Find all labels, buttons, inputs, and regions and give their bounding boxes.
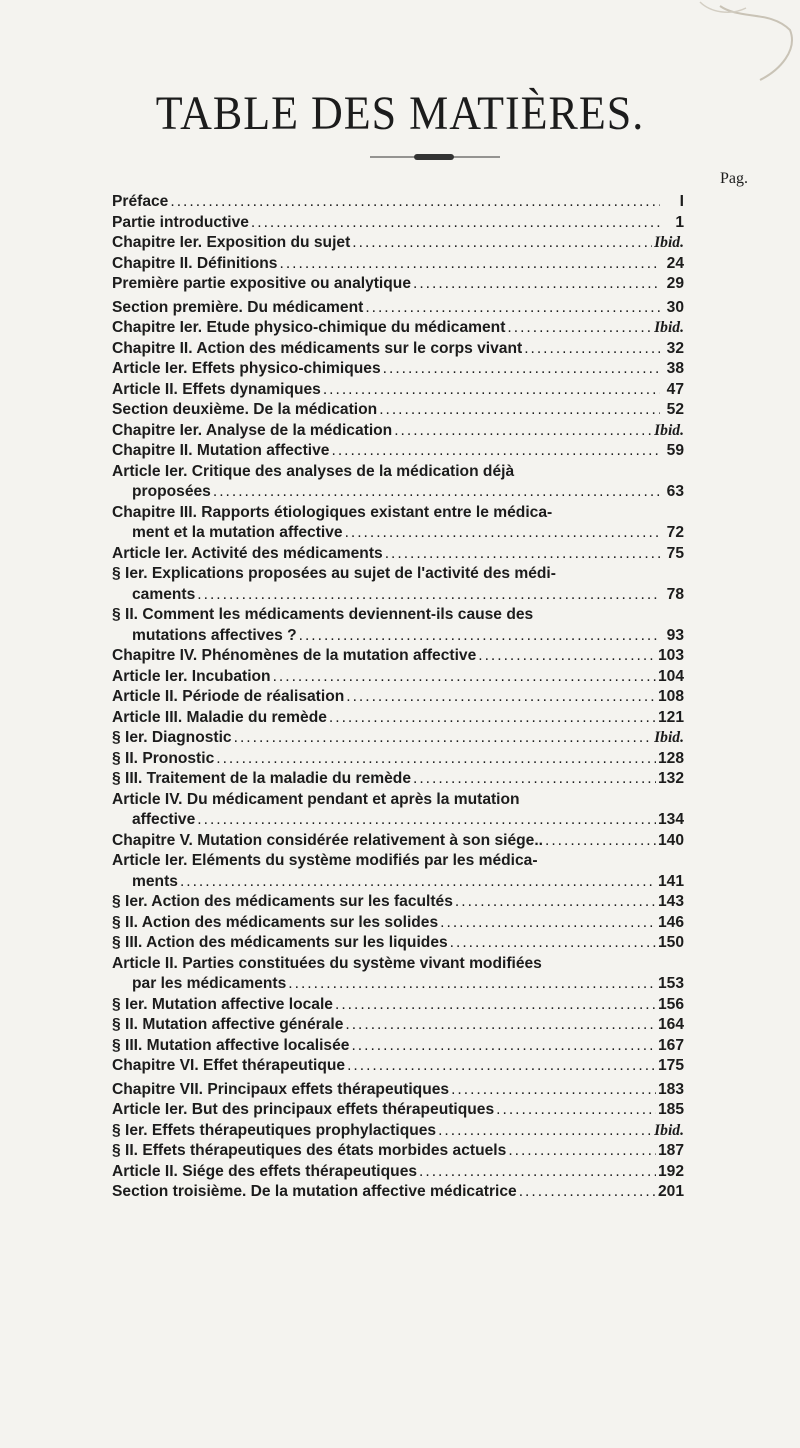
toc-page-number: Ibid. <box>654 234 684 251</box>
toc-entry-line <box>112 749 684 770</box>
toc-page-number: 63 <box>666 483 684 500</box>
toc-entry <box>112 790 684 831</box>
toc-page-number: I <box>679 193 684 210</box>
toc-entry-text: mutations affectives ? <box>132 626 297 644</box>
toc-entry-line <box>112 298 684 319</box>
dot-leader <box>507 318 652 339</box>
dot-leader <box>170 192 660 213</box>
dot-leader <box>213 482 660 503</box>
toc-page-number: 164 <box>657 1016 684 1033</box>
toc-entry-line <box>112 687 684 708</box>
toc-entry-text: § Ier. Explications proposées au sujet de l'activité des médi- <box>112 565 556 582</box>
dot-leader <box>508 1141 656 1162</box>
toc-page-number: 121 <box>657 708 684 726</box>
toc-entry <box>112 1121 684 1142</box>
dot-leader <box>346 687 656 708</box>
dot-leader <box>413 769 656 790</box>
toc-entry-text: § II. Comment les médicaments deviennent-ils cause des <box>112 606 534 623</box>
toc-entry-text: Article II. Parties constituées du système vivant modifiées <box>112 954 542 972</box>
dot-leader <box>331 441 660 462</box>
toc-entry-continuation <box>112 872 684 893</box>
toc-entry <box>112 892 684 913</box>
toc-entry-continuation <box>112 482 684 503</box>
toc-entry-text: Section troisième. De la mutation affective médicatrice <box>112 1183 517 1200</box>
dot-leader <box>413 274 660 295</box>
toc-entry-text: Chapitre II. Définitions <box>112 254 278 272</box>
toc-entry <box>112 687 684 708</box>
toc-entry-text: ments <box>132 872 178 890</box>
toc-page-number: 32 <box>666 339 684 357</box>
toc-entry-text: proposées <box>132 483 211 500</box>
dot-leader <box>351 1036 656 1057</box>
toc-entry-line <box>112 646 684 667</box>
toc-page-number: 141 <box>657 872 684 890</box>
toc-page-number: 192 <box>657 1162 684 1180</box>
toc-entry-line <box>112 667 684 688</box>
toc-page-number: 72 <box>666 524 684 541</box>
toc-entry-text: § II. Mutation affective générale <box>112 1016 344 1033</box>
toc-entry-text: § Ier. Diagnostic <box>112 729 232 746</box>
toc-entry-text: Section deuxième. De la médication <box>112 401 378 418</box>
toc-entry-text: Chapitre Ier. Etude physico-chimique du médicament <box>112 319 506 336</box>
toc-entry <box>112 1015 684 1036</box>
toc-entry-line <box>112 400 684 421</box>
toc-entry-text: Article Ier. But des principaux effets thérapeutiques <box>112 1101 495 1118</box>
toc-entry-text: Chapitre Ier. Analyse de la médication <box>112 421 393 439</box>
page-column-header: Pag. <box>720 170 748 187</box>
toc-page-number: 1 <box>675 213 684 231</box>
dot-leader <box>197 585 660 606</box>
toc-entry-text: § II. Effets thérapeutiques des états morbides actuels <box>112 1142 507 1159</box>
toc-entry <box>112 605 684 646</box>
toc-entry <box>112 831 684 852</box>
toc-page-number: 38 <box>666 360 684 377</box>
toc-entry-text: Chapitre III. Rapports étiologiques existant entre le médica- <box>112 503 553 521</box>
toc-entry-text: Partie introductive <box>112 213 249 231</box>
dot-leader <box>216 749 656 770</box>
dot-leader <box>273 667 656 688</box>
toc-entry-line <box>112 254 684 275</box>
dot-leader <box>347 1056 656 1077</box>
toc-entry-text: § III. Action des médicaments sur les liquides <box>112 934 448 951</box>
toc-entry-text: Article Ier. Incubation <box>112 667 271 685</box>
dot-leader <box>379 400 660 421</box>
dot-leader <box>383 359 660 380</box>
toc-entry <box>112 1056 684 1077</box>
toc-entry-text: Article Ier. Critique des analyses de la médication déjà <box>112 462 515 480</box>
toc-entry <box>112 544 684 565</box>
toc-page-number: Ibid. <box>654 1121 684 1139</box>
dot-leader <box>345 1015 656 1036</box>
toc-entry-text: Article Ier. Activité des médicaments <box>112 544 383 562</box>
toc-entry <box>112 728 684 749</box>
toc-page-number: 52 <box>666 401 684 418</box>
dot-leader <box>545 831 656 852</box>
dot-leader <box>197 810 656 831</box>
toc-page-number: 103 <box>657 647 684 664</box>
dot-leader <box>455 892 656 913</box>
toc-entry <box>112 769 684 790</box>
toc-entry-text: Article III. Maladie du remède <box>112 708 327 726</box>
toc-entry <box>112 503 684 544</box>
toc-entry-line <box>112 913 684 934</box>
toc-entry-line <box>112 1162 684 1183</box>
toc-entry-text: § III. Mutation affective localisée <box>112 1036 350 1054</box>
toc-entry <box>112 400 684 421</box>
dot-leader <box>329 708 656 729</box>
dot-leader <box>365 298 660 319</box>
toc-entry-text: Préface <box>112 193 169 210</box>
toc-entry <box>112 1100 684 1121</box>
dot-leader <box>335 995 656 1016</box>
toc-entry-text: ment et la mutation affective <box>132 524 343 541</box>
toc-entry-line <box>112 708 684 729</box>
toc-entry-line <box>112 933 684 954</box>
toc-entry-line <box>112 1056 684 1077</box>
toc-entry-text: Chapitre VI. Effet thérapeutique <box>112 1057 346 1074</box>
toc-entry <box>112 646 684 667</box>
toc-entry-text: Article IV. Du médicament pendant et après la mutation <box>112 790 520 808</box>
dot-leader <box>450 933 656 954</box>
toc-entry-line <box>112 192 684 213</box>
toc-entry-line <box>112 441 684 462</box>
toc-entry-text: § Ier. Mutation affective locale <box>112 995 333 1013</box>
toc-entry <box>112 359 684 380</box>
toc-page-number: 132 <box>657 770 684 787</box>
toc-page-number: 175 <box>657 1057 684 1074</box>
toc-entry-text: § II. Action des médicaments sur les solides <box>112 913 439 931</box>
toc-page-number: 24 <box>666 254 684 272</box>
toc-page-number: 47 <box>666 380 684 398</box>
toc-entry-text: par les médicaments <box>132 975 287 992</box>
toc-entry-text: Article Ier. Eléments du système modifiés par les médica- <box>112 852 538 869</box>
toc-page-number: 201 <box>657 1183 684 1200</box>
dot-leader <box>323 380 660 401</box>
dot-leader <box>451 1080 656 1101</box>
toc-page-number: 150 <box>657 934 684 951</box>
toc-page-number: 153 <box>657 975 684 992</box>
table-of-contents <box>112 192 684 1203</box>
toc-entry-text: Chapitre IV. Phénomènes de la mutation affective <box>112 647 477 664</box>
toc-entry <box>112 564 684 605</box>
toc-entry-text: caments <box>132 585 196 603</box>
toc-entry-line <box>112 1141 684 1162</box>
dot-leader <box>279 254 660 275</box>
toc-entry <box>112 298 684 319</box>
toc-page-number: 156 <box>657 995 684 1013</box>
toc-entry-continuation <box>112 626 684 647</box>
toc-entry <box>112 933 684 954</box>
title-ornament <box>370 152 500 162</box>
page-title: TABLE DES MATIÈRES. <box>155 87 645 140</box>
toc-entry <box>112 851 684 892</box>
toc-entry <box>112 213 684 234</box>
toc-page-number: 30 <box>666 298 684 316</box>
toc-entry-line <box>112 1036 684 1057</box>
toc-entry <box>112 233 684 254</box>
toc-entry-line <box>112 831 684 852</box>
toc-page-number: 185 <box>657 1101 684 1118</box>
toc-entry <box>112 708 684 729</box>
toc-entry-line <box>112 728 684 749</box>
dot-leader <box>251 213 660 234</box>
toc-entry <box>112 254 684 275</box>
toc-entry-line <box>112 318 684 339</box>
toc-entry-line <box>112 1100 684 1121</box>
toc-entry-line <box>112 421 684 442</box>
dot-leader <box>299 626 660 647</box>
toc-entry <box>112 667 684 688</box>
toc-entry-line <box>112 1182 684 1203</box>
toc-entry <box>112 380 684 401</box>
toc-entry <box>112 274 684 295</box>
toc-entry <box>112 995 684 1016</box>
toc-page-number: 59 <box>666 442 684 459</box>
toc-entry-text: Article II. Période de réalisation <box>112 688 345 705</box>
toc-page-number: 134 <box>657 811 684 828</box>
toc-entry <box>112 954 684 995</box>
toc-page-number: 29 <box>666 275 684 292</box>
toc-entry-line <box>112 233 684 254</box>
toc-entry-text: Première partie expositive ou analytique <box>112 275 411 292</box>
toc-entry-line <box>112 995 684 1016</box>
dot-leader <box>385 544 660 565</box>
toc-entry-line <box>112 339 684 360</box>
dot-leader <box>352 233 652 254</box>
toc-entry-text: Chapitre II. Action des médicaments sur le corps vivant <box>112 339 523 357</box>
page-stain <box>680 0 800 90</box>
toc-entry-line <box>112 544 684 565</box>
dot-leader <box>478 646 656 667</box>
dot-leader <box>345 523 660 544</box>
toc-entry-text: Article II. Effets dynamiques <box>112 380 321 398</box>
toc-entry-text: Chapitre VII. Principaux effets thérapeutiques <box>112 1080 450 1098</box>
toc-entry-text: Chapitre Ier. Exposition du sujet <box>112 234 351 251</box>
toc-page-number: 93 <box>666 626 684 644</box>
toc-page-number: Ibid. <box>654 421 684 439</box>
toc-entry <box>112 1080 684 1101</box>
toc-entry <box>112 1036 684 1057</box>
dot-leader <box>440 913 656 934</box>
toc-entry-line <box>112 1015 684 1036</box>
toc-entry-text: Article II. Siége des effets thérapeutiques <box>112 1162 418 1180</box>
toc-entry <box>112 1182 684 1203</box>
dot-leader <box>419 1162 656 1183</box>
toc-entry-text: Chapitre II. Mutation affective <box>112 442 330 459</box>
toc-page-number: 143 <box>657 893 684 910</box>
toc-page-number: Ibid. <box>654 319 684 336</box>
toc-entry <box>112 913 684 934</box>
toc-page-number: Ibid. <box>654 729 684 746</box>
toc-entry-text: § III. Traitement de la maladie du remède <box>112 770 411 787</box>
toc-entry-text: § Ier. Effets thérapeutiques prophylactiques <box>112 1121 437 1139</box>
dot-leader <box>180 872 656 893</box>
toc-page-number: 183 <box>657 1080 684 1098</box>
toc-entry <box>112 749 684 770</box>
toc-entry-text: Article Ier. Effets physico-chimiques <box>112 360 381 377</box>
toc-entry-text: Section première. Du médicament <box>112 298 364 316</box>
toc-entry-line <box>112 1080 684 1101</box>
dot-leader <box>288 974 656 995</box>
toc-entry <box>112 421 684 442</box>
toc-entry-continuation <box>112 585 684 606</box>
toc-page-number: 104 <box>657 667 684 685</box>
toc-page-number: 75 <box>666 544 684 562</box>
toc-entry <box>112 318 684 339</box>
toc-entry-text: § II. Pronostic <box>112 749 215 767</box>
toc-entry-line <box>112 274 684 295</box>
toc-entry <box>112 192 684 213</box>
dot-leader <box>234 728 652 749</box>
toc-page-number: 78 <box>666 585 684 603</box>
toc-entry-continuation <box>112 523 684 544</box>
dot-leader <box>496 1100 656 1121</box>
toc-entry-text: § Ier. Action des médicaments sur les facultés <box>112 893 453 910</box>
toc-entry-line <box>112 213 684 234</box>
toc-entry-continuation <box>112 974 684 995</box>
dot-leader <box>394 421 652 442</box>
dot-leader <box>524 339 660 360</box>
toc-entry-line <box>112 359 684 380</box>
toc-entry <box>112 462 684 503</box>
toc-entry <box>112 339 684 360</box>
toc-entry-line <box>112 1121 684 1142</box>
dot-leader <box>438 1121 652 1142</box>
toc-entry <box>112 1141 684 1162</box>
toc-entry-line <box>112 380 684 401</box>
toc-page-number: 167 <box>657 1036 684 1054</box>
toc-entry <box>112 441 684 462</box>
toc-entry-continuation <box>112 810 684 831</box>
toc-page-number: 187 <box>657 1142 684 1159</box>
toc-entry-line <box>112 892 684 913</box>
toc-page-number: 108 <box>657 688 684 705</box>
toc-page-number: 146 <box>657 913 684 931</box>
toc-entry-text: affective <box>132 811 196 828</box>
toc-page-number: 128 <box>657 749 684 767</box>
toc-entry <box>112 1162 684 1183</box>
toc-page-number: 140 <box>657 831 684 849</box>
toc-entry-text: Chapitre V. Mutation considérée relativement à son siége.. <box>112 831 543 849</box>
dot-leader <box>519 1182 656 1203</box>
toc-entry-line <box>112 769 684 790</box>
